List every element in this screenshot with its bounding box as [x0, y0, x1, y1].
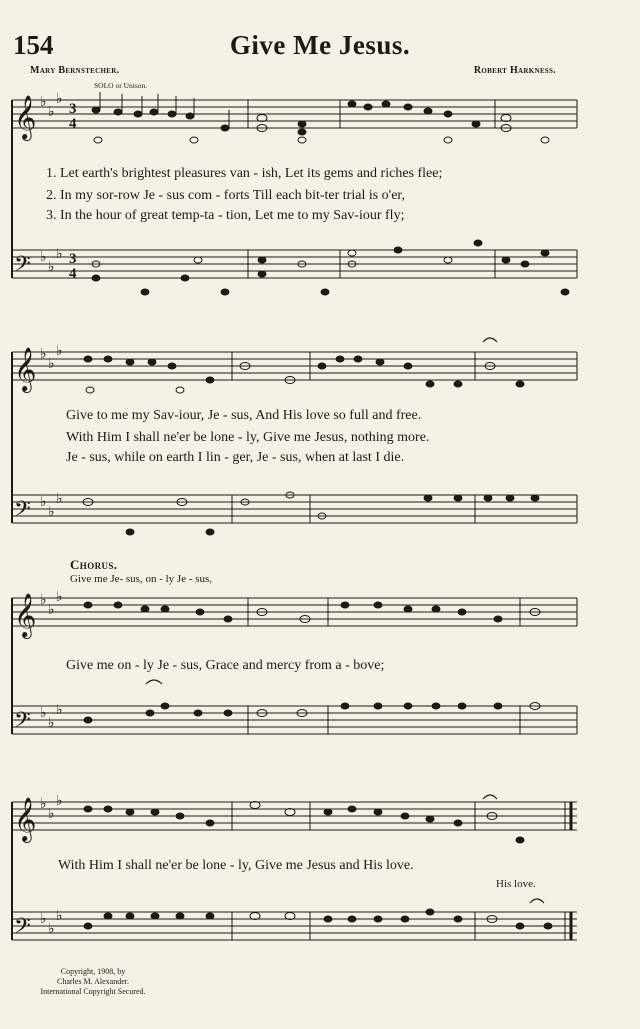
bass-clef-icon: 𝄢 [14, 252, 31, 282]
svg-text:𝄞: 𝄞 [14, 593, 37, 637]
svg-text:♭: ♭ [48, 259, 55, 275]
author-credit: Mary Bernstecher. [30, 65, 120, 76]
svg-text:♭: ♭ [56, 91, 63, 107]
copyright-line: Copyright, 1908, by [60, 967, 126, 976]
staff-system-3-treble [12, 598, 577, 626]
performance-note: SOLO or Unison. [94, 81, 148, 90]
verse-3-line-2: Je - sus, while on earth I lin - ger, Je - sus, when at last I die. [66, 450, 405, 465]
svg-text:♭: ♭ [40, 592, 47, 608]
svg-text:𝄢: 𝄢 [14, 708, 31, 738]
svg-text:♭: ♭ [48, 921, 55, 937]
verse-3-line-1: 3. In the hour of great temp-ta - tion, Let me to my Sav-iour fly; [46, 208, 405, 223]
hymn-number: 154 [13, 30, 54, 60]
treble-clef-icon: 𝄞 [14, 95, 37, 139]
svg-text:♭: ♭ [48, 504, 55, 520]
verse-1-line-2: Give to me my Sav-iour, Je - sus, And His love so full and free. [66, 408, 422, 423]
hymn-title: Give Me Jesus. [229, 30, 411, 60]
copyright-secured: International Copyright Secured. [40, 987, 146, 996]
svg-text:3: 3 [69, 251, 77, 267]
verse-1-line-1: 1. Let earth's brightest pleasures van - ish, Let its gems and riches flee; [46, 166, 443, 181]
copyright-notice [28, 967, 158, 997]
staff-system-1-bass [12, 250, 577, 278]
svg-text:♭: ♭ [40, 705, 47, 721]
svg-text:♭: ♭ [48, 356, 55, 372]
svg-text:𝄢: 𝄢 [14, 914, 31, 944]
staff-system-4-treble [12, 802, 577, 830]
verse-2-line-2: With Him I shall ne'er be lone - ly, Give me Jesus, nothing more. [66, 430, 430, 445]
svg-text:3: 3 [69, 101, 77, 117]
verse-2-line-1: 2. In my sor-row Je - sus com - forts Till each bit-ter trial is o'er, [46, 188, 406, 203]
chorus-label: Chorus. [70, 557, 118, 572]
svg-text:♭: ♭ [48, 602, 55, 618]
chorus-upper-lyric: Give me Je- sus, on - ly Je - sus, [70, 573, 213, 585]
svg-text:𝄞: 𝄞 [14, 797, 37, 841]
svg-text:♭: ♭ [56, 491, 63, 507]
svg-text:♭: ♭ [56, 589, 63, 605]
chorus-line-2: With Him I shall ne'er be lone - ly, Give me Jesus and His love. [58, 858, 414, 873]
svg-text:♭: ♭ [56, 908, 63, 924]
staff-system-1-treble [12, 100, 577, 128]
svg-text:♭: ♭ [48, 715, 55, 731]
svg-text:♭: ♭ [40, 94, 47, 110]
svg-text:♭: ♭ [56, 343, 63, 359]
svg-text:♭: ♭ [56, 793, 63, 809]
chorus-echo: His love. [496, 878, 536, 890]
chorus-line-1: Give me on - ly Je - sus, Grace and mercy from a - bove; [66, 658, 385, 673]
svg-text:𝄢: 𝄢 [14, 497, 31, 527]
svg-text:♭: ♭ [56, 702, 63, 718]
svg-text:4: 4 [69, 116, 77, 132]
svg-text:♭: ♭ [56, 246, 63, 262]
svg-text:♭: ♭ [40, 249, 47, 265]
composer-credit: Robert Harkness. [473, 65, 556, 76]
svg-text:♭: ♭ [40, 494, 47, 510]
svg-text:♭: ♭ [40, 346, 47, 362]
svg-text:♭: ♭ [48, 806, 55, 822]
staff-system-2-treble [12, 352, 577, 380]
svg-text:♭: ♭ [40, 911, 47, 927]
svg-text:4: 4 [69, 266, 77, 282]
svg-text:♭: ♭ [40, 796, 47, 812]
copyright-holder: Charles M. Alexander. [57, 977, 129, 986]
svg-text:♭: ♭ [48, 104, 55, 120]
staff-system-3-bass [12, 706, 577, 734]
svg-text:𝄞: 𝄞 [14, 347, 37, 391]
